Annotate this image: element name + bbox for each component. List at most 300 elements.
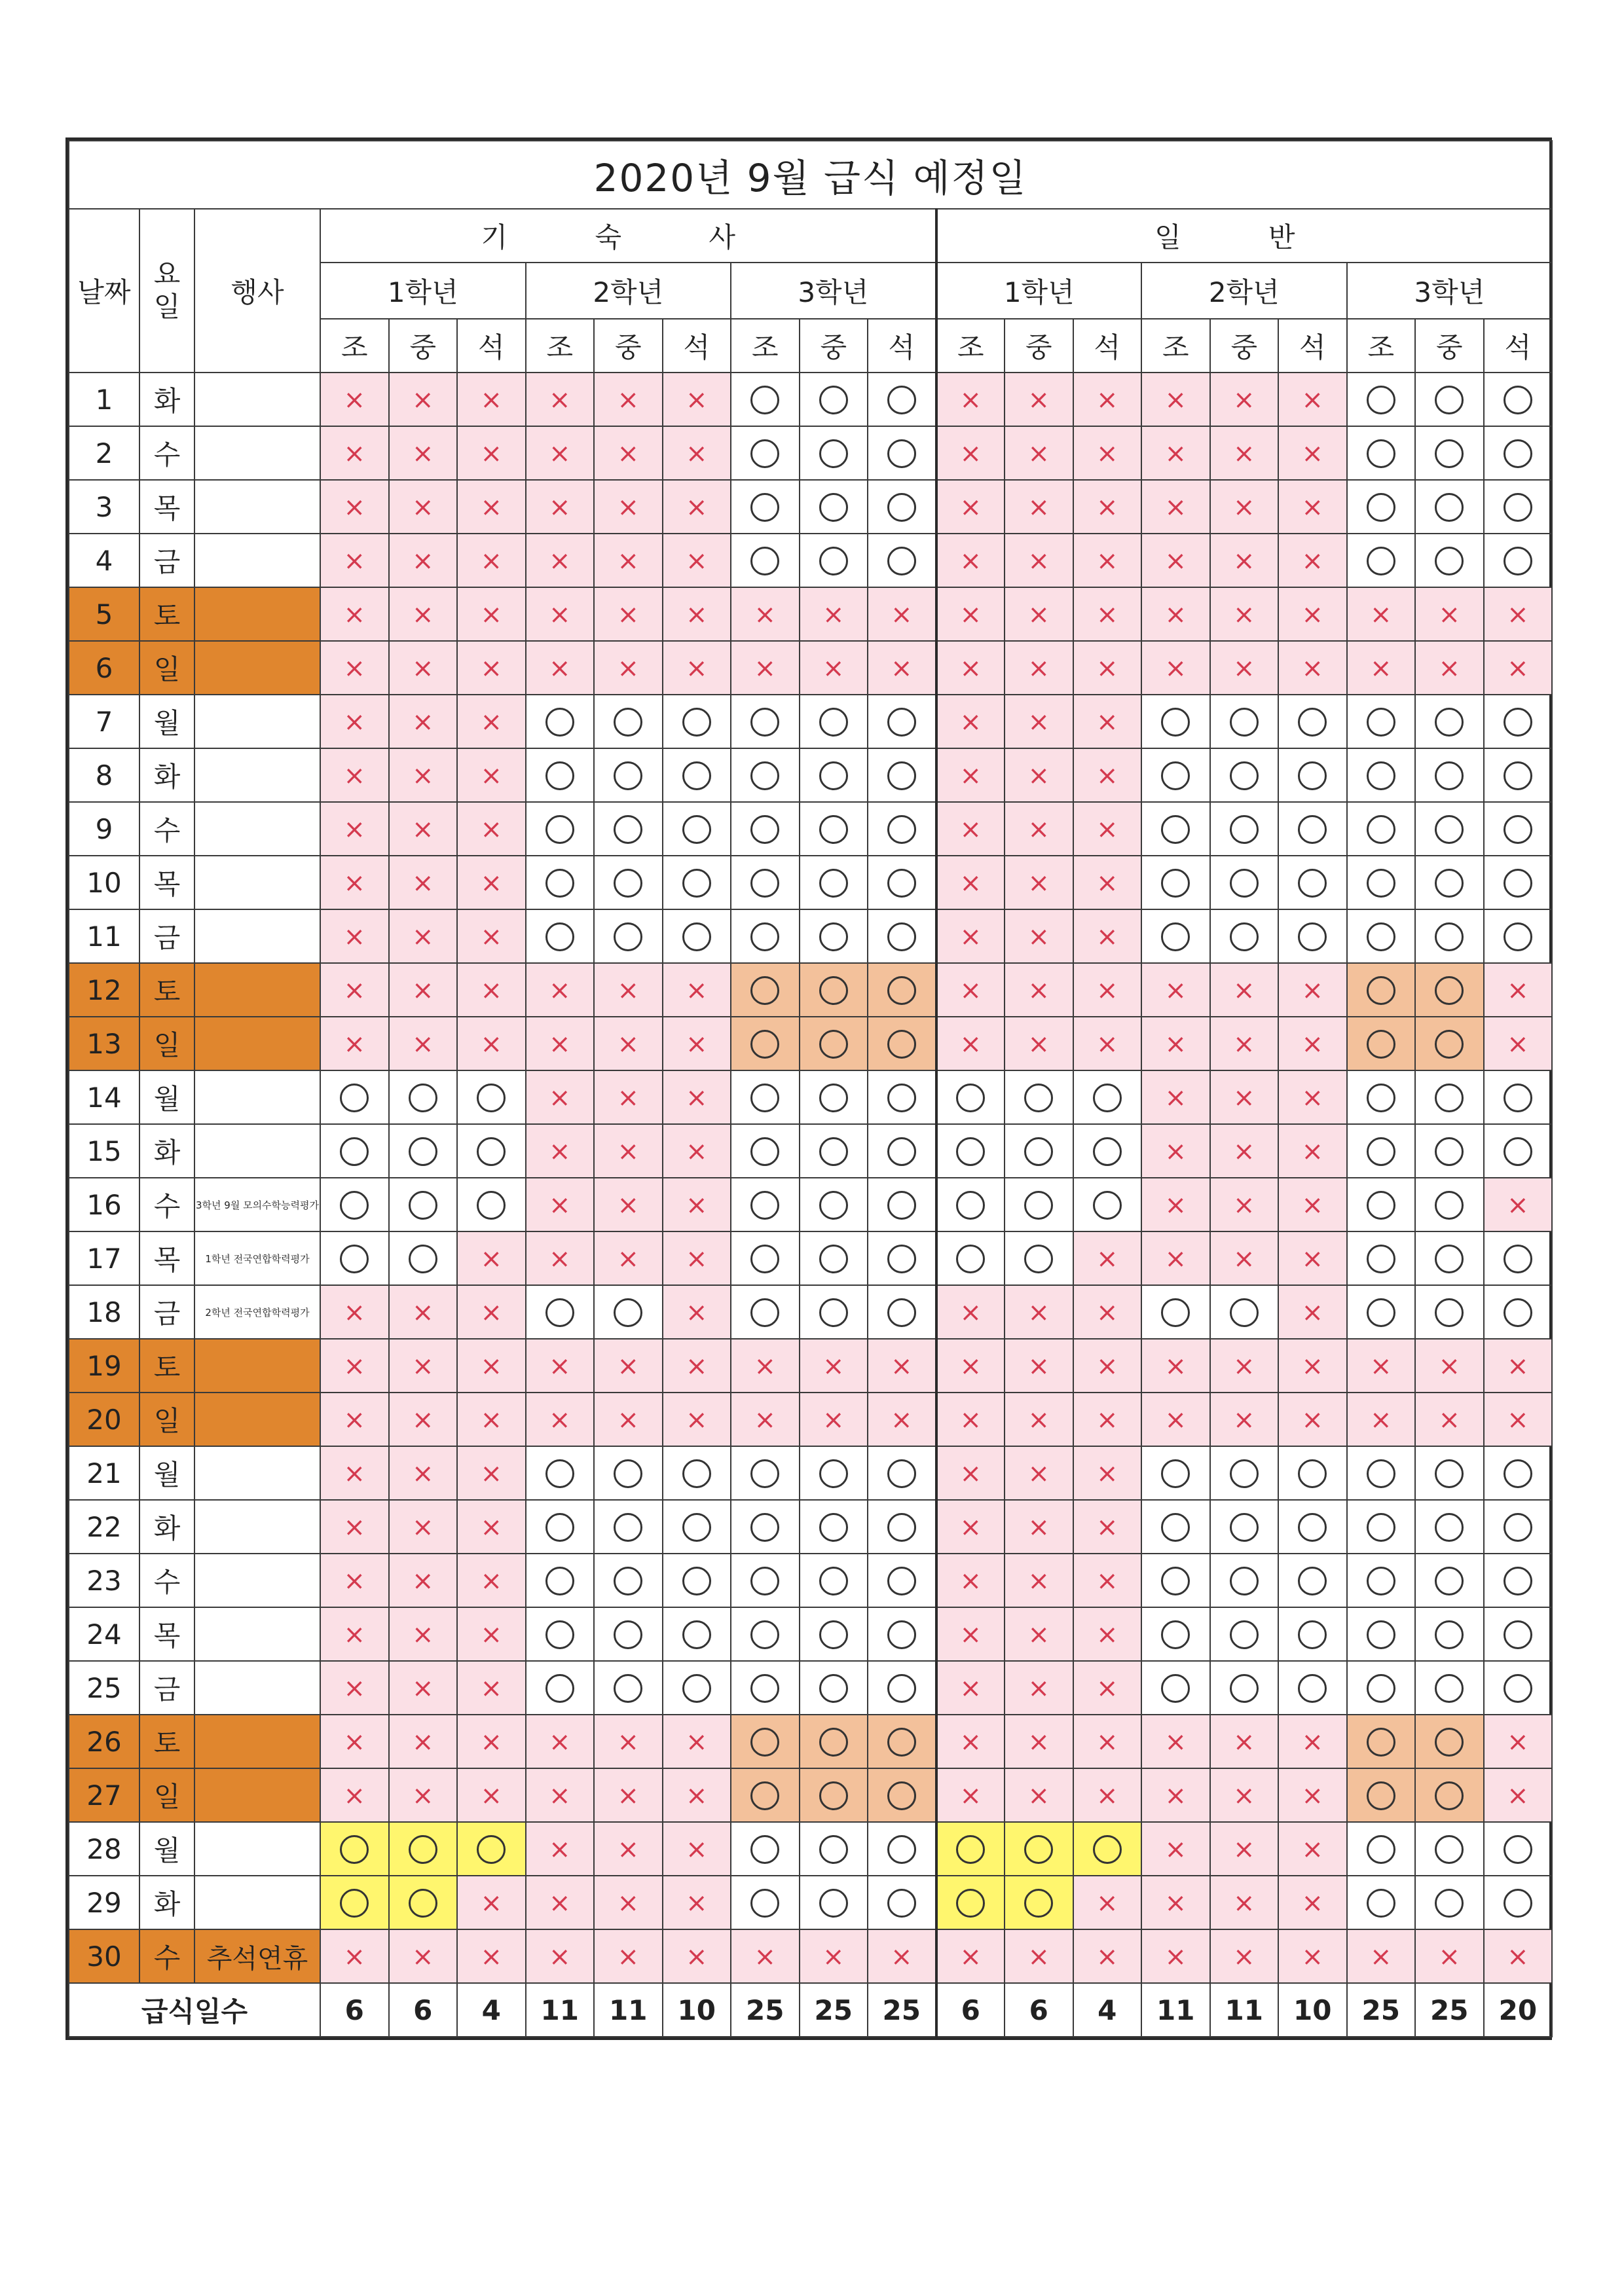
x-mark-icon: × — [1096, 1351, 1118, 1381]
dow-cell: 화 — [139, 748, 194, 802]
circle-mark-icon — [750, 869, 779, 898]
meal-cell — [1073, 1822, 1142, 1876]
meal-cell — [1073, 748, 1142, 802]
x-mark-icon: × — [1096, 814, 1118, 845]
x-mark-icon: × — [754, 600, 776, 630]
circle-mark-icon — [750, 1298, 779, 1327]
meal-cell — [1415, 1446, 1484, 1500]
circle-mark-icon — [1435, 922, 1464, 951]
meal-cell — [1278, 1768, 1347, 1822]
x-mark-icon: × — [822, 1351, 845, 1381]
meal-cell — [1073, 534, 1142, 587]
circle-mark-icon — [1093, 1835, 1122, 1864]
meal-cell — [1210, 1285, 1279, 1339]
meal-cell — [1073, 641, 1142, 695]
circle-mark-icon — [750, 1459, 779, 1488]
dow-cell: 월 — [139, 1822, 194, 1876]
x-mark-icon: × — [1507, 1781, 1529, 1811]
x-mark-icon: × — [1301, 1727, 1323, 1757]
meal-cell — [800, 587, 868, 641]
meal-cell — [1415, 856, 1484, 909]
meal-cell — [1415, 1393, 1484, 1446]
x-mark-icon: × — [1027, 1512, 1050, 1542]
meal-cell — [1484, 480, 1553, 534]
circle-mark-icon — [1435, 1620, 1464, 1649]
meal-cell — [868, 1822, 936, 1876]
meal-cell — [1141, 1715, 1210, 1768]
meal-cell — [800, 856, 868, 909]
meal-cell — [526, 856, 595, 909]
x-mark-icon: × — [959, 1620, 982, 1650]
meal-cell — [1278, 1607, 1347, 1661]
meal-cell — [1278, 426, 1347, 480]
circle-mark-icon — [1504, 386, 1532, 414]
total-value: 11 — [526, 1983, 595, 2037]
table-row — [69, 963, 1552, 1017]
meal-cell — [936, 802, 1005, 856]
meal-cell — [1210, 426, 1279, 480]
meal-cell — [1005, 909, 1073, 963]
x-mark-icon: × — [411, 1029, 434, 1059]
x-mark-icon: × — [480, 600, 502, 630]
circle-mark-icon — [1504, 1245, 1532, 1273]
x-mark-icon: × — [548, 1029, 571, 1059]
circle-mark-icon — [409, 1245, 437, 1273]
meal-cell — [936, 587, 1005, 641]
circle-mark-icon — [340, 1137, 369, 1166]
meal-cell — [1484, 695, 1553, 748]
header-meal: 중 — [389, 319, 458, 373]
meal-cell — [1141, 373, 1210, 426]
x-mark-icon: × — [480, 1405, 502, 1435]
circle-mark-icon — [887, 439, 916, 468]
meal-cell — [936, 963, 1005, 1017]
meal-cell — [868, 909, 936, 963]
circle-mark-icon — [887, 1137, 916, 1166]
circle-mark-icon — [1298, 869, 1327, 898]
meal-cell — [457, 1715, 526, 1768]
x-mark-icon: × — [411, 1727, 434, 1757]
x-mark-icon: × — [959, 1298, 982, 1328]
x-mark-icon: × — [685, 1190, 708, 1220]
circle-mark-icon — [887, 1620, 916, 1649]
x-mark-icon: × — [1096, 868, 1118, 898]
meal-cell — [1347, 963, 1416, 1017]
meal-cell — [389, 695, 458, 748]
x-mark-icon: × — [959, 385, 982, 415]
meal-cell — [320, 1017, 389, 1070]
meal-cell — [389, 802, 458, 856]
meal-cell — [457, 373, 526, 426]
x-mark-icon: × — [1301, 1942, 1323, 1972]
x-mark-icon: × — [343, 707, 365, 737]
meal-cell — [663, 695, 731, 748]
dow-cell: 일 — [139, 1768, 194, 1822]
circle-mark-icon — [614, 1459, 642, 1488]
circle-mark-icon — [887, 1245, 916, 1273]
event-cell — [194, 748, 320, 802]
meal-cell — [1141, 1768, 1210, 1822]
meal-cell — [1073, 480, 1142, 534]
x-mark-icon: × — [959, 1942, 982, 1972]
meal-cell — [800, 1661, 868, 1715]
meal-cell — [1005, 587, 1073, 641]
x-mark-icon: × — [822, 1942, 845, 1972]
meal-cell — [457, 1017, 526, 1070]
meal-cell — [526, 1285, 595, 1339]
meal-cell — [1347, 1715, 1416, 1768]
x-mark-icon: × — [617, 1083, 639, 1113]
meal-cell — [457, 748, 526, 802]
meal-cell — [1005, 1822, 1073, 1876]
x-mark-icon: × — [548, 600, 571, 630]
meal-cell — [320, 1822, 389, 1876]
meal-cell — [389, 1929, 458, 1983]
meal-cell — [457, 1393, 526, 1446]
circle-mark-icon — [1367, 1728, 1395, 1757]
table-row — [69, 909, 1552, 963]
meal-cell — [1005, 1070, 1073, 1124]
event-cell — [194, 1070, 320, 1124]
meal-cell — [800, 1500, 868, 1554]
event-cell — [194, 534, 320, 587]
meal-cell — [1484, 802, 1553, 856]
header-date: 날짜 — [69, 209, 139, 373]
meal-cell — [1210, 1500, 1279, 1554]
circle-mark-icon — [1504, 1674, 1532, 1703]
event-cell — [194, 1661, 320, 1715]
meal-cell — [800, 480, 868, 534]
meal-cell — [868, 1178, 936, 1231]
meal-cell — [526, 1500, 595, 1554]
x-mark-icon: × — [480, 439, 502, 469]
x-mark-icon: × — [617, 1942, 639, 1972]
circle-mark-icon — [1367, 1137, 1395, 1166]
x-mark-icon: × — [480, 922, 502, 952]
meal-cell — [663, 1393, 731, 1446]
meal-cell — [1415, 1661, 1484, 1715]
x-mark-icon: × — [480, 761, 502, 791]
meal-cell — [800, 1339, 868, 1393]
meal-cell — [1141, 748, 1210, 802]
meal-cell — [1347, 1178, 1416, 1231]
x-mark-icon: × — [480, 1029, 502, 1059]
meal-cell — [868, 1715, 936, 1768]
x-mark-icon: × — [1096, 385, 1118, 415]
x-mark-icon: × — [343, 1781, 365, 1811]
x-mark-icon: × — [959, 1351, 982, 1381]
meal-cell — [800, 909, 868, 963]
circle-mark-icon — [1435, 1889, 1464, 1918]
header-meal: 석 — [1073, 319, 1142, 373]
circle-mark-icon — [1435, 976, 1464, 1005]
meal-cell — [1141, 1017, 1210, 1070]
circle-mark-icon — [750, 1513, 779, 1542]
meal-cell — [1073, 1446, 1142, 1500]
meal-cell — [389, 1607, 458, 1661]
circle-mark-icon — [956, 1889, 985, 1918]
meal-cell — [1210, 587, 1279, 641]
x-mark-icon: × — [480, 1566, 502, 1596]
meal-cell — [526, 963, 595, 1017]
meal-cell — [1005, 373, 1073, 426]
event-cell — [194, 1607, 320, 1661]
x-mark-icon: × — [480, 1781, 502, 1811]
x-mark-icon: × — [411, 492, 434, 522]
meal-cell — [1210, 373, 1279, 426]
x-mark-icon: × — [1027, 1942, 1050, 1972]
meal-cell — [1073, 426, 1142, 480]
circle-mark-icon — [1161, 1459, 1190, 1488]
meal-cell — [457, 963, 526, 1017]
meal-cell — [868, 534, 936, 587]
meal-cell — [731, 963, 800, 1017]
meal-cell — [457, 1124, 526, 1178]
meal-cell — [594, 426, 663, 480]
circle-mark-icon — [887, 1674, 916, 1703]
meal-cell — [320, 1393, 389, 1446]
circle-mark-icon — [409, 1889, 437, 1918]
x-mark-icon: × — [822, 600, 845, 630]
x-mark-icon: × — [617, 546, 639, 576]
table-row — [69, 802, 1552, 856]
meal-cell — [936, 1285, 1005, 1339]
meal-cell — [1073, 373, 1142, 426]
x-mark-icon: × — [1301, 1834, 1323, 1865]
meal-cell — [1073, 1285, 1142, 1339]
circle-mark-icon — [1504, 1513, 1532, 1542]
circle-mark-icon — [956, 1084, 985, 1112]
meal-cell — [868, 1929, 936, 1983]
meal-cell — [868, 373, 936, 426]
x-mark-icon: × — [890, 1351, 913, 1381]
x-mark-icon: × — [343, 868, 365, 898]
x-mark-icon: × — [1096, 546, 1118, 576]
circle-mark-icon — [682, 761, 711, 790]
meal-cell — [1484, 1231, 1553, 1285]
meal-cell — [936, 373, 1005, 426]
x-mark-icon: × — [1164, 600, 1187, 630]
x-mark-icon: × — [1164, 653, 1187, 683]
x-mark-icon: × — [685, 1781, 708, 1811]
meal-cell — [731, 1715, 800, 1768]
meal-cell — [663, 856, 731, 909]
x-mark-icon: × — [1232, 1351, 1255, 1381]
meal-cell — [389, 1231, 458, 1285]
x-mark-icon: × — [1232, 1244, 1255, 1274]
x-mark-icon: × — [343, 600, 365, 630]
meal-cell — [1005, 1876, 1073, 1929]
meal-cell — [868, 426, 936, 480]
circle-mark-icon — [1435, 869, 1464, 898]
meal-cell — [1141, 1070, 1210, 1124]
meal-cell — [1141, 1607, 1210, 1661]
x-mark-icon: × — [617, 1781, 639, 1811]
meal-cell — [1278, 373, 1347, 426]
meal-cell — [1415, 1017, 1484, 1070]
meal-cell — [868, 1768, 936, 1822]
dow-cell: 월 — [139, 1070, 194, 1124]
dow-cell: 수 — [139, 1554, 194, 1607]
circle-mark-icon — [819, 708, 848, 737]
x-mark-icon: × — [1164, 1405, 1187, 1435]
meal-cell — [663, 1017, 731, 1070]
date-cell: 25 — [69, 1661, 139, 1715]
x-mark-icon: × — [1027, 1298, 1050, 1328]
meal-cell — [1484, 1285, 1553, 1339]
circle-mark-icon — [1435, 1245, 1464, 1273]
table-row — [69, 1876, 1552, 1929]
meal-cell — [936, 1231, 1005, 1285]
meal-cell — [1415, 1285, 1484, 1339]
circle-mark-icon — [750, 1030, 779, 1059]
meal-cell — [1005, 695, 1073, 748]
meal-cell — [1484, 1178, 1553, 1231]
x-mark-icon: × — [548, 1727, 571, 1757]
meal-cell — [1484, 1070, 1553, 1124]
x-mark-icon: × — [685, 600, 708, 630]
x-mark-icon: × — [1164, 1834, 1187, 1865]
header-meal: 석 — [1278, 319, 1347, 373]
x-mark-icon: × — [959, 1727, 982, 1757]
circle-mark-icon — [545, 815, 574, 844]
meal-cell — [594, 1661, 663, 1715]
date-cell: 12 — [69, 963, 139, 1017]
x-mark-icon: × — [685, 1137, 708, 1167]
meal-cell — [389, 1715, 458, 1768]
meal-cell — [320, 802, 389, 856]
meal-cell — [1484, 1929, 1553, 1983]
meal-cell — [594, 1446, 663, 1500]
meal-cell — [731, 373, 800, 426]
circle-mark-icon — [1435, 1567, 1464, 1595]
x-mark-icon: × — [1096, 1029, 1118, 1059]
meal-cell — [389, 1393, 458, 1446]
x-mark-icon: × — [1096, 707, 1118, 737]
meal-cell — [800, 1715, 868, 1768]
meal-cell — [1210, 1929, 1279, 1983]
x-mark-icon: × — [959, 922, 982, 952]
x-mark-icon: × — [1027, 1727, 1050, 1757]
meal-cell — [868, 748, 936, 802]
meal-cell — [1484, 587, 1553, 641]
meal-cell — [1415, 1339, 1484, 1393]
meal-cell — [1484, 1339, 1553, 1393]
x-mark-icon: × — [548, 1942, 571, 1972]
meal-cell — [457, 1500, 526, 1554]
meal-cell — [868, 587, 936, 641]
circle-mark-icon — [1161, 922, 1190, 951]
circle-mark-icon — [819, 1084, 848, 1112]
meal-cell — [731, 802, 800, 856]
x-mark-icon: × — [1369, 1351, 1392, 1381]
meal-cell — [1415, 1178, 1484, 1231]
circle-mark-icon — [1367, 1245, 1395, 1273]
meal-cell — [663, 1070, 731, 1124]
x-mark-icon: × — [1301, 1405, 1323, 1435]
x-mark-icon: × — [1438, 653, 1460, 683]
meal-cell — [1210, 1768, 1279, 1822]
x-mark-icon: × — [1096, 1888, 1118, 1918]
circle-mark-icon — [1230, 922, 1259, 951]
meal-cell — [1210, 1339, 1279, 1393]
meal-cell — [526, 480, 595, 534]
circle-mark-icon — [819, 1245, 848, 1273]
meal-cell — [320, 963, 389, 1017]
date-cell: 19 — [69, 1339, 139, 1393]
meal-cell — [1484, 641, 1553, 695]
meal-cell — [320, 480, 389, 534]
circle-mark-icon — [1161, 869, 1190, 898]
dow-cell: 목 — [139, 1231, 194, 1285]
x-mark-icon: × — [411, 975, 434, 1006]
header-grade: 2학년 — [526, 263, 731, 319]
meal-cell — [731, 1768, 800, 1822]
table-row — [69, 641, 1552, 695]
meal-cell — [1347, 1876, 1416, 1929]
meal-cell — [320, 1768, 389, 1822]
meal-cell — [1073, 1715, 1142, 1768]
event-cell — [194, 1446, 320, 1500]
meal-cell — [389, 1017, 458, 1070]
meal-cell — [320, 695, 389, 748]
circle-mark-icon — [887, 1567, 916, 1595]
meal-cell — [731, 748, 800, 802]
circle-mark-icon — [819, 1513, 848, 1542]
meal-cell — [526, 1607, 595, 1661]
meal-cell — [526, 1768, 595, 1822]
meal-cell — [526, 587, 595, 641]
x-mark-icon: × — [1096, 1244, 1118, 1274]
meal-cell — [389, 1876, 458, 1929]
circle-mark-icon — [750, 1191, 779, 1220]
meal-cell — [1278, 1500, 1347, 1554]
total-value: 4 — [457, 1983, 526, 2037]
circle-mark-icon — [1024, 1137, 1053, 1166]
x-mark-icon: × — [1164, 1888, 1187, 1918]
x-mark-icon: × — [959, 1512, 982, 1542]
x-mark-icon: × — [1096, 922, 1118, 952]
circle-mark-icon — [1435, 1298, 1464, 1327]
header-meal: 중 — [1415, 319, 1484, 373]
meal-cell — [320, 1500, 389, 1554]
x-mark-icon: × — [1096, 1298, 1118, 1328]
date-cell: 3 — [69, 480, 139, 534]
x-mark-icon: × — [1027, 975, 1050, 1006]
meal-cell — [1415, 1500, 1484, 1554]
x-mark-icon: × — [1301, 1244, 1323, 1274]
circle-mark-icon — [1298, 922, 1327, 951]
x-mark-icon: × — [685, 653, 708, 683]
meal-cell — [1005, 1768, 1073, 1822]
x-mark-icon: × — [1096, 1620, 1118, 1650]
circle-mark-icon — [1093, 1191, 1122, 1220]
meal-cell — [1347, 1017, 1416, 1070]
meal-cell — [868, 1500, 936, 1554]
x-mark-icon: × — [890, 653, 913, 683]
meal-cell — [800, 1822, 868, 1876]
meal-cell — [731, 587, 800, 641]
meal-cell — [1278, 1070, 1347, 1124]
x-mark-icon: × — [411, 546, 434, 576]
date-cell: 4 — [69, 534, 139, 587]
dow-cell: 월 — [139, 1446, 194, 1500]
meal-cell — [731, 1017, 800, 1070]
meal-cell — [663, 1822, 731, 1876]
meal-cell — [389, 480, 458, 534]
circle-mark-icon — [887, 493, 916, 522]
x-mark-icon: × — [411, 1942, 434, 1972]
